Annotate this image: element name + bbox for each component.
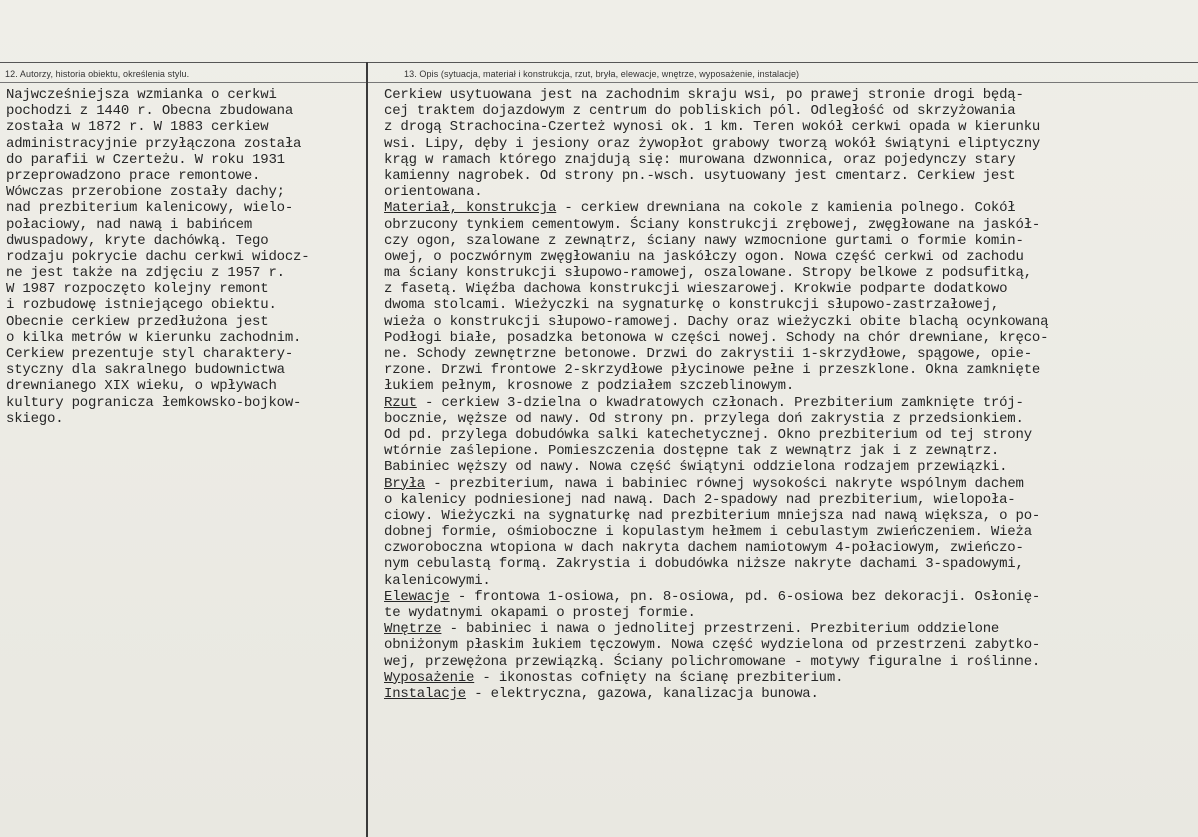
section-heading: Wyposażenie (384, 669, 475, 686)
section-heading: Rzut (384, 394, 417, 411)
description-text: - cerkiew 3-dzielna o kwadratowych członach. Prezbiterium zamknięte trój- (416, 394, 1024, 411)
description-text: z drogą Strachocina-Czerteż wynosi ok. 1 km. Teren wokół cerkwi opada w kierunku (384, 119, 1041, 136)
history-text-line: rodzaju pokrycie dachu cerkwi widocz- (6, 248, 310, 265)
history-text-line: została w 1872 r. W 1883 cerkiew (6, 119, 269, 136)
description-text-line (384, 556, 1196, 572)
description-text-line (384, 686, 1196, 702)
description-text-line (384, 411, 1196, 427)
description-text: owej, o poczwórnym zwęgłowaniu na jaskółczy ogon. Nowa część cerkwi od zachodu (384, 248, 1024, 265)
description-text: ciowy. Wieżyczki na sygnaturkę nad prezbiterium mniejsza nad nawą większa, o po- (384, 507, 1041, 524)
description-text: - frontowa 1-osiowa, pn. 8-osiowa, pd. 6-osiowa bez dekoracji. Osłonię- (449, 588, 1041, 605)
description-text-line (384, 314, 1196, 330)
right-column-header: 13. Opis (sytuacja, materiał i konstrukcja, rzut, bryła, elewacje, wnętrze, wyposażenie, instalacje) (404, 69, 800, 79)
description-text-line (384, 346, 1196, 362)
description-text: dwoma stolcami. Wieżyczki na sygnaturkę o konstrukcji słupowo-zastrzałowej, (384, 297, 1000, 314)
history-text-line: pochodzi z 1440 r. Obecna zbudowana (6, 103, 294, 120)
description-text-line (384, 508, 1196, 524)
section-heading: Elewacje (384, 588, 450, 605)
description-text: - cerkiew drewniana na cokole z kamienia polnego. Cokół (556, 200, 1016, 217)
description-text-line (384, 119, 1196, 135)
description-text: krąg w ramach którego znajdują się: murowana dzwonnica, oraz pojedynczy stary (384, 151, 1016, 168)
description-text-line (384, 184, 1196, 200)
left-column-header: 12. Autorzy, historia obiektu, określenia stylu. (5, 69, 190, 79)
description-text: - elektryczna, gazowa, kanalizacja bunowa. (466, 685, 819, 702)
description-text: Podłogi białe, posadzka betonowa w części nowej. Schody na chór drewniane, kręco- (384, 329, 1049, 346)
history-text-line: nad prezbiterium kalenicowy, wielo- (6, 200, 294, 217)
description-text: Od pd. przylega dobudówka salki katechetycznej. Okno prezbiterium od tej strony (384, 426, 1032, 443)
description-text: nym cebulastą formą. Zakrystia i dobudówka niższe nakryte dachami 3-spadowymi, (384, 556, 1024, 573)
description-text-line (384, 265, 1196, 281)
history-text-column (6, 87, 362, 427)
description-text: czworoboczna wtopiona w dach nakryta dachem namiotowym 4-połaciowym, zwieńczo- (384, 540, 1024, 557)
description-text: dobnej formie, ośmioboczne i kopulastym hełmem i cebulastym zwieńczeniem. Wieża (384, 524, 1032, 541)
description-text-line (384, 573, 1196, 589)
description-text: kalenicowymi. (384, 572, 491, 589)
description-text-line (384, 427, 1196, 443)
history-text-line: Cerkiew prezentuje styl charaktery- (6, 346, 294, 362)
section-heading: Wnętrze (384, 621, 442, 638)
history-text-line: ne jest także na zdjęciu z 1957 r. (6, 265, 285, 282)
description-text-line (384, 249, 1196, 265)
description-text-line (384, 654, 1196, 670)
description-text: o kalenicy podniesionej nad nawą. Dach 2-spadowy nad prezbiterium, wielopoła- (384, 491, 1016, 508)
description-text-column (384, 87, 1196, 702)
history-text-line: o kilka metrów w kierunku zachodnim. (6, 329, 302, 346)
description-text-line (384, 233, 1196, 249)
column-divider (366, 62, 368, 837)
description-text: - babiniec i nawa o jednolitej przestrzeni. Prezbiterium oddzielone (441, 621, 1000, 638)
description-text-line (384, 589, 1196, 605)
description-text-line (384, 637, 1196, 653)
description-text-line (384, 395, 1196, 411)
description-text: ma ściany konstrukcji słupowo-ramowej, oszalowane. Stropy belkowe z podsufitką, (384, 265, 1032, 282)
description-text-line (384, 217, 1196, 233)
description-text: ne. Schody zewnętrzne betonowe. Drzwi do zakrystii 1-skrzydłowe, spągowe, opie- (384, 346, 1032, 362)
description-text-line (384, 297, 1196, 313)
description-text: Babiniec węższy od nawy. Nowa część świątyni oddzielona rodzajem przewiązki. (384, 459, 1008, 476)
section-heading: Bryła (384, 475, 426, 492)
description-text-line (384, 330, 1196, 346)
history-text-line: skiego. (6, 410, 64, 427)
description-text: Cerkiew usytuowana jest na zachodnim skraju wsi, po prawej stronie drogi będą- (384, 87, 1024, 103)
history-text-line: połaciowy, nad nawą i babińcem (6, 216, 253, 233)
description-text: bocznie, węższe od nawy. Od strony pn. przylega doń zakrystia z przedsionkiem. (384, 410, 1024, 427)
description-text-line (384, 281, 1196, 297)
section-heading: Materiał, konstrukcja (384, 200, 557, 217)
description-text-line (384, 362, 1196, 378)
description-text-line (384, 136, 1196, 152)
description-text: kamienny nagrobek. Od strony pn.-wsch. usytuowany jest cmentarz. Cerkiew jest (384, 167, 1016, 184)
description-text-line (384, 103, 1196, 119)
description-text: z fasetą. Więźba dachowa konstrukcji wieszarowej. Krokwie podparte dodatkowo (384, 281, 1008, 298)
description-text: - ikonostas cofnięty na ścianę prezbiterium. (474, 669, 844, 686)
history-text-line: W 1987 rozpoczęto kolejny remont (6, 281, 269, 298)
history-text-line: dwuspadowy, kryte dachówką. Tego (6, 232, 269, 249)
description-text-line (384, 152, 1196, 168)
description-text: rzone. Drzwi frontowe 2-skrzydłowe płycinowe pełne i przeszklone. Okna zamknięte (384, 362, 1041, 379)
description-text-line (384, 443, 1196, 459)
description-text-line (384, 540, 1196, 556)
description-text-line (384, 476, 1196, 492)
header-rule (0, 82, 1198, 83)
description-text-line (384, 621, 1196, 637)
history-text-line: do parafii w Czerteżu. W roku 1931 (6, 151, 285, 168)
history-text-line: Obecnie cerkiew przedłużona jest (6, 313, 269, 330)
history-text-line: administracyjnie przyłączona została (6, 135, 302, 152)
description-text: orientowana. (384, 184, 483, 201)
description-text: wieża o konstrukcji słupowo-ramowej. Dachy oraz wieżyczki obite blachą ocynkowaną (384, 313, 1049, 330)
description-text: obniżonym płaskim łukiem tęczowym. Nowa część wydzielona od przestrzeni zabytko- (384, 637, 1041, 654)
history-text-line: kultury pogranicza łemkowsko-bojkow- (6, 394, 302, 411)
description-text: cej traktem dojazdowym z centrum do pobliskich pól. Odległość od skrzyżowania (384, 103, 1016, 120)
description-text: obrzucony tynkiem cementowym. Ściany konstrukcji zrębowej, zwęgłowane na jaskół- (384, 216, 1041, 233)
description-text: - prezbiterium, nawa i babiniec równej wysokości nakryte wspólnym dachem (425, 475, 1024, 492)
description-text-line (384, 670, 1196, 686)
section-heading: Instalacje (384, 685, 467, 702)
description-text-line (384, 524, 1196, 540)
history-text-line: i rozbudowę istniejącego obiektu. (6, 297, 277, 314)
history-text-line: przeprowadzono prace remontowe. (6, 167, 261, 184)
description-text-line (384, 200, 1196, 216)
description-text-line (384, 459, 1196, 475)
history-text-line: styczny dla sakralnego budownictwa (6, 362, 285, 379)
description-text-line (384, 168, 1196, 184)
history-text-line: Najwcześniejsza wzmianka o cerkwi (6, 87, 277, 103)
description-text: te wydatnymi okapami o prostej formie. (384, 605, 696, 621)
description-text-line (384, 378, 1196, 394)
description-text-line (384, 87, 1196, 103)
description-text: wej, przewężona przewiązką. Ściany polichromowane - motywy figuralne i roślinne. (384, 653, 1041, 670)
history-text-line: Wówczas przerobione zostały dachy; (6, 184, 285, 201)
history-text-line: drewnianego XIX wieku, o wpływach (6, 378, 277, 395)
description-text: wsi. Lipy, dęby i jesiony oraz żywopłot grabowy tworzą wokół świątyni eliptyczny (384, 135, 1041, 152)
description-text: wtórnie zaślepione. Pomieszczenia dostępne tak z wewnątrz jak i z zewnątrz. (384, 443, 1000, 460)
description-text: czy ogon, szalowane z zewnątrz, ściany nawy wzmocnione gurtami o formie komin- (384, 232, 1024, 249)
description-text: łukiem pełnym, krosnowe z podziałem szczeblinowym. (384, 378, 795, 395)
top-rule (0, 62, 1198, 63)
description-text-line (384, 605, 1196, 621)
description-text-line (384, 492, 1196, 508)
